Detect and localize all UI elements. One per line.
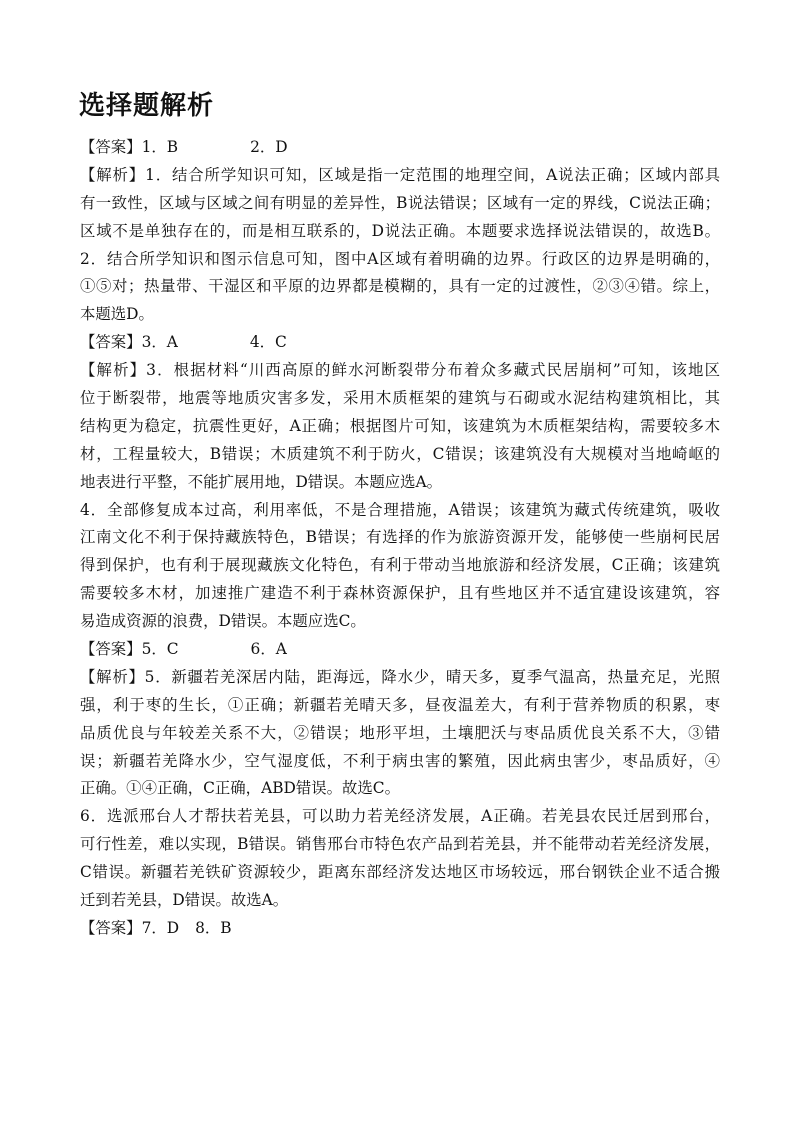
answer-line — [80, 329, 720, 357]
analysis-line: 本题选D。 — [80, 305, 154, 324]
answer-second: 2．D — [250, 138, 288, 156]
analysis-line: 得到保护，也有利于展现藏族文化特色，有利于带动当地旅游和经济发展，C正确；该建筑 — [80, 556, 720, 575]
answer-line — [80, 134, 720, 162]
analysis-line: 结构更为稳定，抗震性更好，A正确；根据图片可知，该建筑为木质框架结构，需要较多木 — [80, 416, 720, 435]
analysis-line: 区域不是单独存在的，而是相互联系的，D说法正确。本题要求选择说法错误的，故选B。 — [80, 221, 720, 240]
answer-first: 【答案】1．B — [80, 138, 179, 156]
analysis-line: 【解析】5．新疆若羌深居内陆，距海远，降水少，晴天多，夏季气温高，热量充足，光照 — [80, 667, 720, 686]
analysis-line: 4．全部修复成本过高，利用率低，不是合理措施，A错误；该建筑为藏式传统建筑，吸收 — [80, 500, 720, 519]
analysis-line: 材，工程量较大，B错误；木质建筑不利于防火，C错误；该建筑没有大规模对当地崎岖的 — [80, 444, 720, 463]
analysis-line: 易造成资源的浪费，D错误。本题应选C。 — [80, 612, 366, 631]
answer-second: 8．B — [195, 918, 232, 937]
analysis-line: 有一致性，区域与区域之间有明显的差异性，B说法错误；区域有一定的界线，C说法正确； — [80, 193, 720, 212]
analysis-line: 【解析】1．结合所学知识可知，区域是指一定范围的地理空间，A说法正确；区域内部具 — [80, 165, 720, 184]
answer-first: 【答案】7．D — [80, 918, 180, 937]
analysis-line: 需要较多木材，加速推广建造不利于森林资源保护，且有些地区并不适宜建设该建筑，容 — [80, 584, 720, 603]
answer-line — [80, 636, 720, 664]
analysis-line: 江南文化不利于保持藏族特色，B错误；有选择的作为旅游资源开发，能够使一些崩柯民居 — [80, 528, 720, 547]
analysis-line: 6．选派邢台人才帮扶若羌县，可以助力若羌经济发展，A正确。若羌县农民迁居到邢台， — [80, 807, 720, 826]
answer-second: 4．C — [249, 333, 287, 352]
analysis-line: 品质优良与年较差关系不大，②错误；地形平坦，土壤肥沃与枣品质优良关系不大，③错 — [80, 723, 720, 742]
analysis-line: 迁到若羌县，D错误。故选A。 — [80, 891, 289, 910]
answer-first: 【答案】5．C — [80, 640, 179, 659]
answer-second: 6．A — [250, 640, 287, 659]
analysis-line: 可行性差，难以实现，B错误。销售邢台市特色农产品到若羌县，并不能带动若羌经济发展， — [80, 835, 720, 854]
answer-line — [80, 915, 720, 943]
analysis-line: 误；新疆若羌降水少，空气湿度低，不利于病虫害的繁殖，因此病虫害少，枣品质好，④ — [80, 751, 720, 770]
analysis-line: 正确。①④正确，C正确，ABD错误。故选C。 — [80, 779, 400, 798]
analysis-line: 【解析】3．根据材料“川西高原的鲜水河断裂带分布着众多藏式民居崩柯”可知，该地区 — [80, 361, 720, 380]
answer-first: 【答案】3．A — [80, 333, 178, 352]
analysis-line: 2．结合所学知识和图示信息可知，图中A区域有着明确的边界。行政区的边界是明确的， — [80, 249, 720, 268]
analysis-line: ①⑤对；热量带、干湿区和平原的边界都是模糊的，具有一定的过渡性，②③④错。综上， — [80, 277, 720, 296]
analysis-content — [80, 134, 720, 943]
analysis-line: 强，利于枣的生长，①正确；新疆若羌晴天多，昼夜温差大，有利于营养物质的积累，枣 — [80, 695, 720, 714]
analysis-line: C错误。新疆若羌铁矿资源较少，距离东部经济发达地区市场较远，邢台钢铁企业不适合搬 — [80, 863, 720, 882]
analysis-line: 地表进行平整，不能扩展用地，D错误。本题应选A。 — [80, 472, 443, 491]
page-title: 选择题解析 — [79, 91, 215, 121]
analysis-line: 位于断裂带，地震等地质灾害多发，采用木质框架的建筑与石砌或水泥结构建筑相比，其 — [80, 389, 720, 408]
